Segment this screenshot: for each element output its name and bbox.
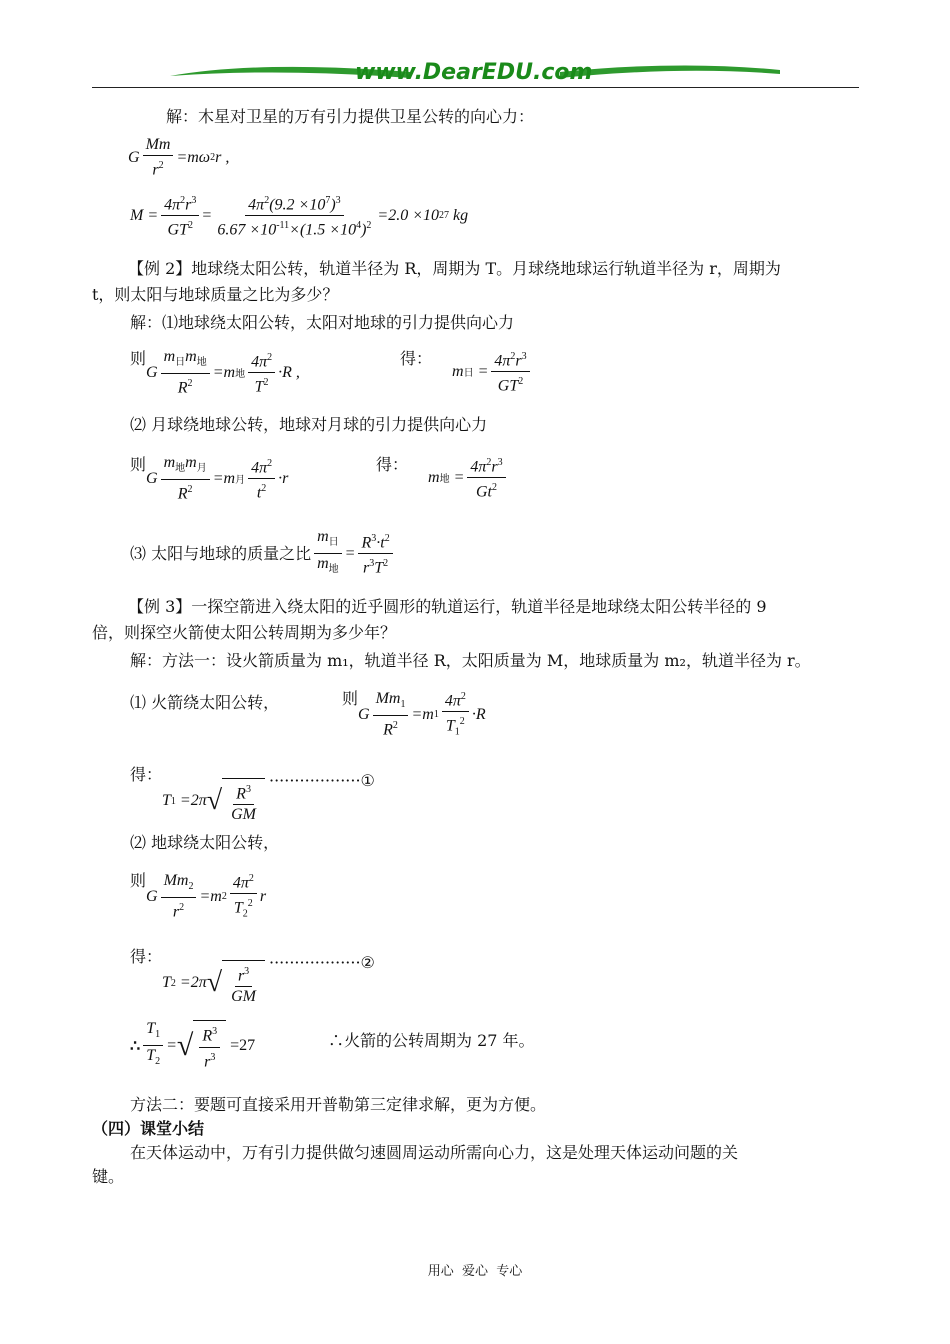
ex3-title: 【例 3】一探空箭进入绕太阳的近乎圆形的轨道运行，轨道半径是地球绕太阳公转半径的 9 [128, 597, 767, 616]
ex2-title-line2: t，则太阳与地球质量之比为多少？ [92, 285, 339, 304]
ex1-equation-1: G $\frac{Mm}{r^2}$ =mω 2 r , [128, 136, 230, 179]
ex3-method2: 方法二：要题可直接采用开普勒第三定律求解，更为方便。 [130, 1095, 547, 1114]
ex1-solution-line: 解：木星对卫星的万有引力提供卫星公转的向心力： [166, 107, 535, 126]
header-banner [160, 58, 790, 88]
ex3-conclusion: ∴火箭的公转周期为 27 年。 [328, 1031, 535, 1050]
ex2-solution-line: 解：⑴地球绕太阳公转，太阳对地球的引力提供向心力 [130, 313, 515, 332]
ex3-title-line2: 倍，则探空火箭使太阳公转周期为多少年？ [92, 623, 397, 642]
ex3-solution-line: 解：方法一：设火箭质量为 m₁，轨道半径 R，太阳质量为 M，地球质量为 m₂，轨道半径为 r。 [130, 651, 811, 670]
header-rule [92, 87, 859, 88]
ex2-step2-result: 得： m 地 = $\frac{4\pi^2r^3}{Gt^2}$ [376, 454, 509, 502]
ex3-step2-equation: 则 G $\frac{Mm_2}{r^2}$ =m 2 $\frac{4\pi^2}{T_2^2}$ r [130, 871, 267, 921]
ex2-step2-equation: 则 G $\frac{m_地m_月}{R^2}$ =m 月 $\frac{4\pi^2}{t^2}$ ·r [130, 454, 289, 503]
ex3-step2-line: ⑵ 地球绕太阳公转， [130, 833, 280, 852]
ex3-step1-line: ⑴ 火箭绕太阳公转， [130, 693, 280, 712]
ex2-step1-equation: 则 G $\frac{m_日m_地}{R^2}$ =m 地 $\frac{4\pi^2}{T^2}$ ·R , [130, 348, 300, 397]
ex1-equation-2: M = $\frac{4\pi^2r^3}{GT^2}$ = $\frac{4\pi^2(9.2 \times 10^7)^3}{6.67 \times 10^{-11}\times(1.5 \times 10^4)^2}$ =2.0 ×10 27 kg [130, 192, 468, 240]
ex3-ratio: ∴ $\frac{T_1}{T_2}$ = √ $\frac{R^3}{r^3}$ =27 [130, 1020, 256, 1071]
ex3-result-2: 得： T 2 =2π √ $\frac{r^3}{GM}$ ··················② [130, 947, 375, 1006]
page-footer: 用心 爱心 专心 [427, 1264, 523, 1279]
summary-body-line1: 在天体运动中，万有引力提供做匀速圆周运动所需向心力，这是处理天体运动问题的关 [130, 1143, 739, 1162]
site-logo-text: www.DearEDU.com [355, 60, 593, 85]
ex2-step1-result: 得： m 日 = $\frac{4\pi^2r^3}{GT^2}$ [400, 348, 533, 396]
ex3-result-1: 得： T 1 =2π √ $\frac{R^3}{GM}$ ··················① [130, 765, 375, 824]
ex2-step3: ⑶ 太阳与地球的质量之比 $\frac{m_日}{m_地}$ = $\frac{R^3\cdot t^2}{r^3T^2}$ [130, 528, 396, 579]
summary-body-line2: 键。 [92, 1167, 125, 1186]
ex2-title: 【例 2】地球绕太阳公转，轨道半径为 R，周期为 T。月球绕地球运行轨道半径为 r，周期为 [128, 259, 781, 278]
ex3-step1-equation: 则 G $\frac{Mm_1}{R^2}$ =m 1 $\frac{4\pi^2}{T_1^2}$ ·R [342, 689, 486, 739]
ex2-step2-line: ⑵ 月球绕地球公转，地球对月球的引力提供向心力 [130, 415, 488, 434]
summary-heading: （四）课堂小结 [92, 1119, 205, 1138]
